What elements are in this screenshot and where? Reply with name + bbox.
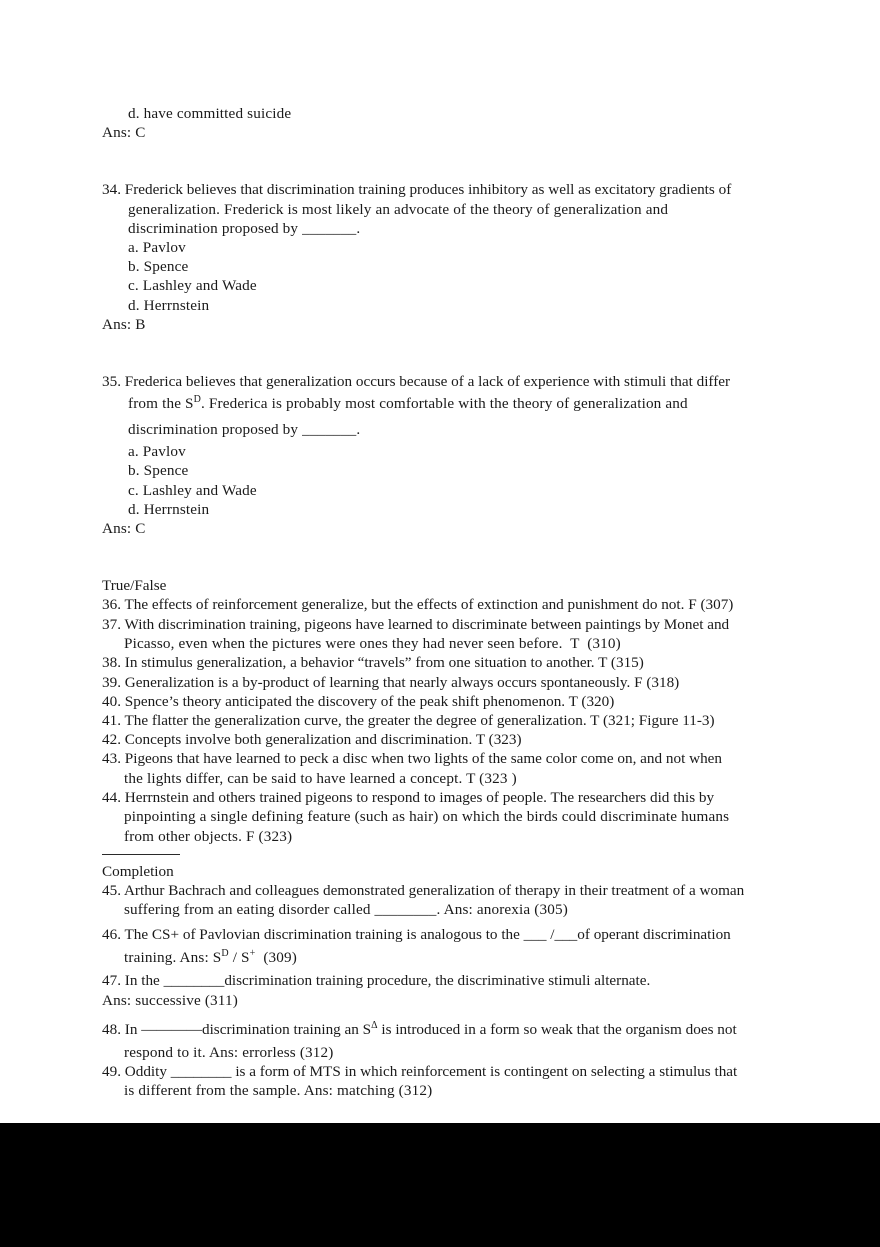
sdelta-superscript: Δ bbox=[371, 1019, 378, 1031]
completion-item-48-line-1 bbox=[102, 1016, 778, 1043]
question-35-stem-line-2 bbox=[102, 391, 778, 417]
completion-item-47 bbox=[102, 971, 778, 1009]
completion-heading: Completion bbox=[102, 862, 174, 880]
true-false-item-44-line-1: 44. Herrnstein and others trained pigeons to respond to images of people. The researchers did this by bbox=[102, 789, 715, 807]
document-body bbox=[102, 104, 778, 1100]
carryover-option-d: d. have committed suicide bbox=[128, 105, 292, 122]
true-false-item-44 bbox=[102, 788, 778, 846]
true-false-item-36: 36. The effects of reinforcement generalize, but the effects of extinction and punishment do not. F (307) bbox=[102, 596, 734, 614]
completion-section bbox=[102, 862, 778, 1101]
spacer bbox=[102, 142, 778, 180]
true-false-item-37 bbox=[102, 615, 778, 654]
completion-item-48-pre: 48. In ————discrimination training an S bbox=[102, 1020, 372, 1038]
true-false-item-37-line-1: 37. With discrimination training, pigeons have learned to discriminate between paintings by Monet and bbox=[102, 615, 730, 633]
question-34-option-b: b. Spence bbox=[128, 258, 189, 276]
true-false-heading: True/False bbox=[102, 577, 167, 595]
sd-superscript: D bbox=[193, 394, 202, 406]
carryover-answer: Ans: C bbox=[102, 124, 146, 142]
question-35-stem-line-1: 35. Frederica believes that generalization occurs because of a lack of experience with stimuli that differ bbox=[102, 373, 731, 391]
question-34-answer: Ans: B bbox=[102, 315, 146, 333]
question-35-answer: Ans: C bbox=[102, 520, 146, 538]
question-35-option-a: a. Pavlov bbox=[128, 443, 186, 461]
completion-item-46-pre: training. Ans: S bbox=[124, 949, 222, 967]
completion-item-49 bbox=[102, 1062, 778, 1100]
completion-item-49-line-1: 49. Oddity ________ is a form of MTS in which reinforcement is contingent on selecting a stimulus that bbox=[102, 1063, 738, 1081]
question-34-stem-line-1: 34. Frederick believes that discrimination training produces inhibitory as well as excitatory gradients of bbox=[102, 181, 732, 199]
question-35-option-c: c. Lashley and Wade bbox=[128, 481, 257, 499]
spacer bbox=[102, 334, 778, 372]
true-false-item-38: 38. In stimulus generalization, a behavior “travels” from one situation to another. T (315) bbox=[102, 654, 644, 672]
question-35-stem-line-2-rest: . Frederica is probably most comfortable with the theory of generalization and bbox=[201, 395, 688, 413]
splus-superscript: + bbox=[249, 948, 256, 960]
question-34-option-d: d. Herrnstein bbox=[128, 296, 210, 314]
question-35-stem-line-2-pre: from the S bbox=[128, 395, 194, 413]
true-false-item-44-line-2: pinpointing a single defining feature (such as hair) on which the birds could discriminate humans bbox=[124, 808, 730, 826]
true-false-item-43 bbox=[102, 749, 778, 788]
completion-item-46-line-2 bbox=[102, 944, 778, 971]
completion-item-46-line-1: 46. The CS+ of Pavlovian discrimination training is analogous to the ___ /___of operant discrimination bbox=[102, 926, 731, 944]
question-35-option-b: b. Spence bbox=[128, 462, 189, 480]
completion-item-49-line-2: is different from the sample. Ans: matching (312) bbox=[124, 1082, 433, 1100]
question-35-stem-line-3: discrimination proposed by _______. bbox=[128, 420, 361, 438]
completion-item-46-mid: / S bbox=[228, 949, 250, 967]
true-false-item-41: 41. The flatter the generalization curve, the greater the degree of generalization. T (321; Figure 11-3) bbox=[102, 712, 715, 730]
true-false-item-37-line-2: Picasso, even when the pictures were ones they had never seen before. T (310) bbox=[124, 634, 621, 652]
true-false-item-42: 42. Concepts involve both generalization and discrimination. T (323) bbox=[102, 731, 522, 749]
sd-superscript: D bbox=[221, 948, 229, 960]
bottom-black-bar bbox=[0, 1123, 880, 1247]
true-false-item-39: 39. Generalization is a by-product of learning that nearly always occurs spontaneously. F (318) bbox=[102, 673, 680, 691]
question-34-stem-line-3: discrimination proposed by _______. bbox=[128, 219, 361, 237]
true-false-section bbox=[102, 576, 778, 846]
completion-item-48-post: is introduced in a form so weak that the organism does not bbox=[377, 1020, 737, 1038]
completion-item-47-line-1: 47. In the ________discrimination training procedure, the discriminative stimuli alternate. bbox=[102, 972, 651, 990]
completion-item-45 bbox=[102, 881, 778, 919]
spacer bbox=[102, 538, 778, 576]
section-divider-rule bbox=[102, 854, 180, 855]
completion-item-46-post: (309) bbox=[255, 949, 298, 967]
question-34-option-a: a. Pavlov bbox=[128, 239, 186, 257]
true-false-item-40: 40. Spence’s theory anticipated the discovery of the peak shift phenomenon. T (320) bbox=[102, 692, 615, 710]
completion-item-47-answer: Ans: successive (311) bbox=[102, 991, 238, 1009]
question-34-option-c: c. Lashley and Wade bbox=[128, 277, 257, 295]
true-false-item-43-line-2: the lights differ, can be said to have learned a concept. T (323 ) bbox=[124, 769, 517, 787]
completion-item-46 bbox=[102, 925, 778, 971]
question-35-option-d: d. Herrnstein bbox=[128, 500, 210, 518]
true-false-item-44-line-3: from other objects. F (323) bbox=[124, 828, 293, 846]
completion-item-45-line-1: 45. Arthur Bachrach and colleagues demonstrated generalization of therapy in their treatment of a woman bbox=[102, 881, 745, 899]
completion-item-45-line-2: suffering from an eating disorder called ________. Ans: anorexia (305) bbox=[124, 901, 568, 919]
question-34-stem-line-2: generalization. Frederick is most likely an advocate of the theory of generalization and bbox=[128, 200, 669, 218]
completion-item-48 bbox=[102, 1016, 778, 1062]
completion-item-48-line-2: respond to it. Ans: errorless (312) bbox=[124, 1043, 334, 1061]
question-34 bbox=[102, 180, 778, 334]
true-false-item-43-line-1: 43. Pigeons that have learned to peck a disc when two lights of the same color come on, and not when bbox=[102, 750, 722, 768]
question-35 bbox=[102, 372, 778, 538]
